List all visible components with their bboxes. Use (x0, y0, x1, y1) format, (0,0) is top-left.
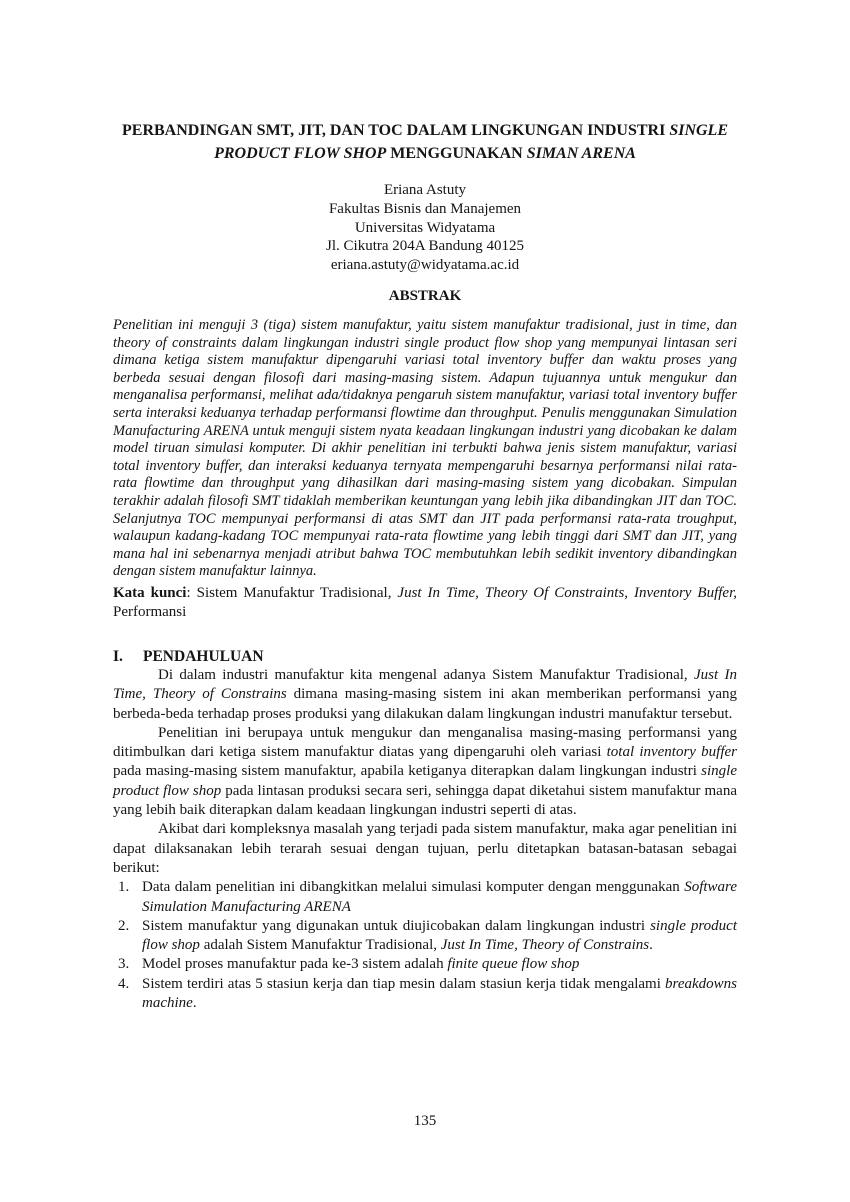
author-email: eriana.astuty@widyatama.ac.id (330, 257, 520, 274)
list-item (113, 878, 737, 917)
list-item-number: 2. (118, 917, 130, 934)
abstract-text: Penelitian ini menguji 3 (tiga) sistem manufaktur, yaitu sistem manufaktur tradisional, just in time, dan theory of constraints dalam lingkungan industri single product flow shop yang mempunyai lintasan seri dimana ketiga sistem manufaktur dipengaruhi variasi total inventory buffer dan waktu proses yang berbeda sesuai dengan filosofi dari masing-masing sistem. Adapun tujuannya untuk mengukur dan menganalisa performansi, melihat ada/tidaknya pengaruh sistem manufaktur, variasi total inventory buffer serta interaksi keduanya terhadap performansi flowtime dan throughput. Penulis menggunakan Simulation Manufacturing ARENA untuk menguji sistem nyata keadaan lingkungan industri yang dicobakan ke dalam model tiruan simulasi komputer. Di akhir penelitian ini terbukti bahwa jenis sistem manufaktur, variasi total inventory buffer, dan interaksi keduanya ternyata mempengaruhi besarnya performansi nilai rata-rata flowtime dan throughput yang dihasilkan dari masing-masing sistem yang dicobakan. Simpulan terakhir adalah filosofi SMT tidaklah memberikan keuntungan yang lebih jika dibandingkan JIT dan TOC. Selanjutnya TOC mempunyai performansi di atas SMT dan JIT pada performansi rata-rata troughput, walaupun kadang-kadang TOC mempunyai rata-rata flowtime yang lebih tinggi dari SMT dan JIT, yang mana hal ini sebenarnya menjadi atribut bahwa TOC membutuhkan lebih sedikit inventory dibandingkan dengan sistem manufaktur lainnya. (113, 317, 737, 580)
list-item (113, 917, 737, 956)
section-1-number: I. (113, 648, 123, 665)
paper-title-line-1: PERBANDINGAN SMT, JIT, DAN TOC DALAM LINGKUNGAN INDUSTRI SINGLE (122, 122, 728, 139)
list-item (113, 955, 737, 974)
author-university: Universitas Widyatama (354, 219, 496, 236)
author-block (113, 181, 737, 275)
section-1-title: PENDAHULUAN (143, 648, 264, 665)
abstract-heading: ABSTRAK (388, 288, 462, 304)
list-item-number: 3. (118, 956, 130, 973)
section-1-body (113, 666, 737, 1013)
list-item-text: Data dalam penelitian ini dibangkitkan melalui simulasi komputer dengan menggunakan Software Simulation Manufacturing ARENA (142, 879, 737, 915)
paragraph: Akibat dari kompleksnya masalah yang terjadi pada sistem manufaktur, maka agar penelitian ini dapat dilaksanakan lebih terarah sesuai dengan tujuan, perlu ditetapkan batasan-batasan sebagai berikut: (113, 821, 737, 876)
list-item-number: 1. (118, 879, 130, 896)
paragraph: Di dalam industri manufaktur kita mengenal adanya Sistem Manufaktur Tradisional, Just In Time, Theory of Constrains dimana masing-masing sistem ini akan memberikan performansi yang berbeda-beda terhadap proses produksi yang dilakukan dalam lingkungan industri manufaktur tersebut. (113, 667, 737, 722)
list-item-text: Sistem manufaktur yang digunakan untuk diujicobakan dalam lingkungan industri single product flow shop adalah Sistem Manufaktur Tradisional, Just In Time, Theory of Constrains. (142, 917, 737, 954)
author-name: Eriana Astuty (383, 182, 467, 198)
paper-title (113, 119, 737, 165)
section-1-heading (113, 648, 737, 666)
list-item-number: 4. (118, 975, 130, 992)
author-address: Jl. Cikutra 204A Bandung 40125 (326, 238, 524, 255)
keywords-line: Kata kunci: Sistem Manufaktur Tradisional, Just In Time, Theory Of Constraints, Inventory Buffer, Performansi (113, 585, 738, 620)
list-item-text: Sistem terdiri atas 5 stasiun kerja dan tiap mesin dalam stasiun kerja tidak mengalami breakdowns machine. (142, 975, 737, 1012)
list-item-text: Model proses manufaktur pada ke-3 sistem adalah finite queue flow shop (142, 956, 580, 973)
paragraph: Penelitian ini berupaya untuk mengukur dan menganalisa masing-masing performansi yang ditimbulkan dari ketiga sistem manufaktur diatas yang dipengaruhi oleh variasi total inventory buffer pada masing-masing sistem manufaktur, apabila ketiganya diterapkan dalam lingkungan industri single product flow shop pada lintasan produksi secara seri, sehingga dapat diketahui sistem manufaktur mana yang lebih baik diterapkan dalam keadaan lingkungan industri seperti di atas. (113, 724, 737, 819)
author-faculty: Fakultas Bisnis dan Manajemen (328, 200, 522, 217)
paper-title-line-2: PRODUCT FLOW SHOP MENGGUNAKAN SIMAN ARENA (214, 145, 636, 162)
page-number: 135 (413, 1113, 437, 1129)
list-item (113, 975, 737, 1014)
